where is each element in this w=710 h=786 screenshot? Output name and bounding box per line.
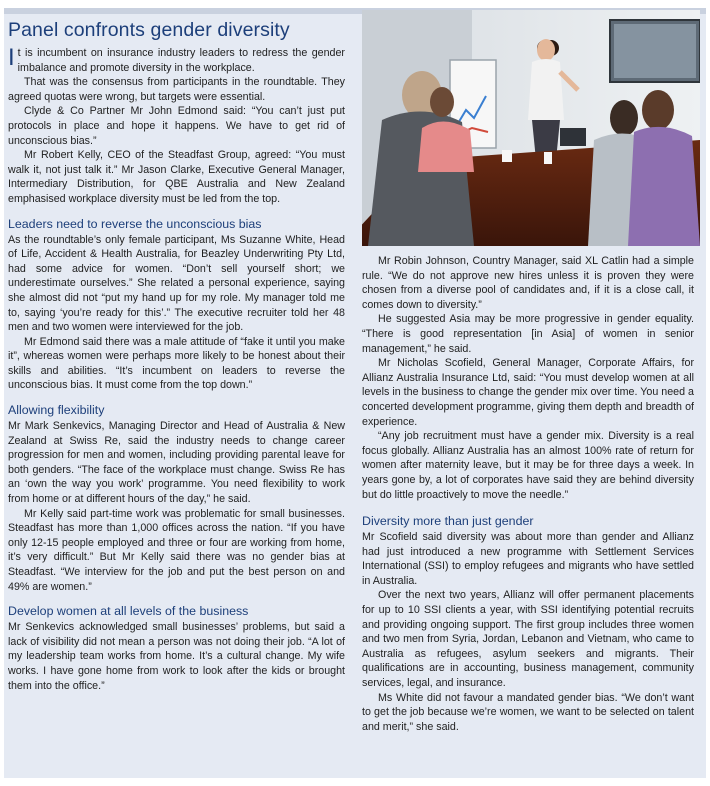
- right-column: [362, 254, 694, 734]
- section-heading-develop: Develop women at all levels of the business: [8, 604, 249, 619]
- body-paragraph: He suggested Asia may be more progressive in gender equality. “There is good representation [in Asia] of women in senior management,” he said.: [362, 313, 694, 355]
- section-heading-flexibility: Allowing flexibility: [8, 403, 105, 418]
- intro-paragraph: [8, 46, 345, 75]
- body-paragraph: Mr Scofield said diversity was about more than gender and Allianz had just introduced a new programme with Settlement Services International (SSI) to employ refugees and migrants who have settled in Australia.: [362, 531, 694, 587]
- body-paragraph: “Any job recruitment must have a gender mix. Diversity is a real focus globally. Allianz Australia has an almost 100% rate of return for women after maternity leave, but it may be for three days a week. In years gone by, a lot of corporates have said they are behind diversity but do little proactively to move the needle.”: [362, 430, 694, 501]
- body-paragraph: Ms White did not favour a mandated gender bias. “We don’t want to get the job because we’re women, we want to be selected on talent and merit,” she said.: [362, 691, 694, 733]
- intro-text: t is incumbent on insurance industry leaders to redress the gender imbalance and promote diversity in the workplace.: [17, 47, 345, 74]
- body-paragraph: Mr Robert Kelly, CEO of the Steadfast Group, agreed: “You must walk it, not just talk it.” Mr Jason Clarke, Executive General Manager, Intermediary Distribution, for QBE Australia and New Zealand emphasised workplace diversity must be led from the top.: [8, 149, 345, 205]
- body-paragraph: Mr Mark Senkevics, Managing Director and Head of Australia & New Zealand at Swiss Re, said the industry needs to change career progression for men and women, including providing parental leave for both genders. “The face of the workplace must change. Swiss Re has an ‘own the way you work’ programme. You need flexibility to work from home or at different hours of the day,” he said.: [8, 420, 345, 506]
- body-paragraph: Mr Senkevics acknowledged small businesses’ problems, but said a lack of visibility did not mean a person was not doing their job. “A lot of my leadership team works from home. It’s a cultural change. My wife works. I have gone home from work to look after the kids or brought them into the office.”: [8, 621, 345, 692]
- body-paragraph: Mr Robin Johnson, Country Manager, said XL Catlin had a simple rule. “We do not approve new hires unless it is proven they were chosen from a diverse pool of candidates and, if it is a close call, it comes down to diversity.”: [362, 255, 694, 311]
- body-paragraph: Mr Kelly said part-time work was problematic for small businesses. Steadfast has more than 1,000 offices across the nation. “If you have only 12-15 people employed and three or four are working from home, it’s very difficult.” But Mr Kelly said there was no gender bias at Steadfast. “We interview for the job and put the best person on and 49% are women.”: [8, 507, 345, 593]
- meeting-photo: [362, 10, 700, 246]
- body-paragraph: That was the consensus from participants in the roundtable. They agreed quotas were wrong, but targets were essential.: [8, 76, 345, 103]
- body-paragraph: Mr Nicholas Scofield, General Manager, Corporate Affairs, for Allianz Australia Insurance Ltd, said: “You must develop women at all levels in the business to change the gender mix over time. You need a concerted development programme, giving them depth and breadth of experience.: [362, 357, 694, 428]
- drop-cap: I: [8, 44, 15, 71]
- body-paragraph: Mr Edmond said there was a male attitude of “fake it until you make it”, whereas women were perhaps more likely to be honest about their skills and abilities. “It’s incumbent on leaders to reverse the unconscious bias. It must come from the top down.”: [8, 335, 345, 392]
- body-paragraph: Over the next two years, Allianz will offer permanent placements for up to 10 SSI clients a year, with SSI identifying potential recruits and providing ongoing support. The first group includes three women and two men from Syria, Jordan, Lebanon and Vietnam, who came to Australia as refugees, asylum seekers and migrants. Their qualifications are in accounting, business management, community services, legal, and insurance.: [362, 589, 694, 690]
- body-paragraph: Clyde & Co Partner Mr John Edmond said: “You can’t just put protocols in place and hope it happens. We have to get rid of unconscious bias.”: [8, 105, 345, 147]
- section-heading-bias: Leaders need to reverse the unconscious bias: [8, 216, 262, 231]
- article-title: Panel confronts gender diversity: [8, 19, 290, 41]
- section-heading-diversity: Diversity more than just gender: [362, 514, 534, 529]
- left-column: [8, 18, 345, 693]
- body-paragraph: As the roundtable’s only female participant, Ms Suzanne White, Head of Life, Accident & Health Australia, for Beazley Underwriting Pty Ltd, had some advice for women. “Don’t sell yourself short; we underestimate ourselves.” She related a personal experience, saying she almost did not “put my hand up for my role. My manager told me to, saying ‘you’re ready for this’.” The executive recruiter told her 48 men and two women were interviewed for the job.: [8, 233, 345, 334]
